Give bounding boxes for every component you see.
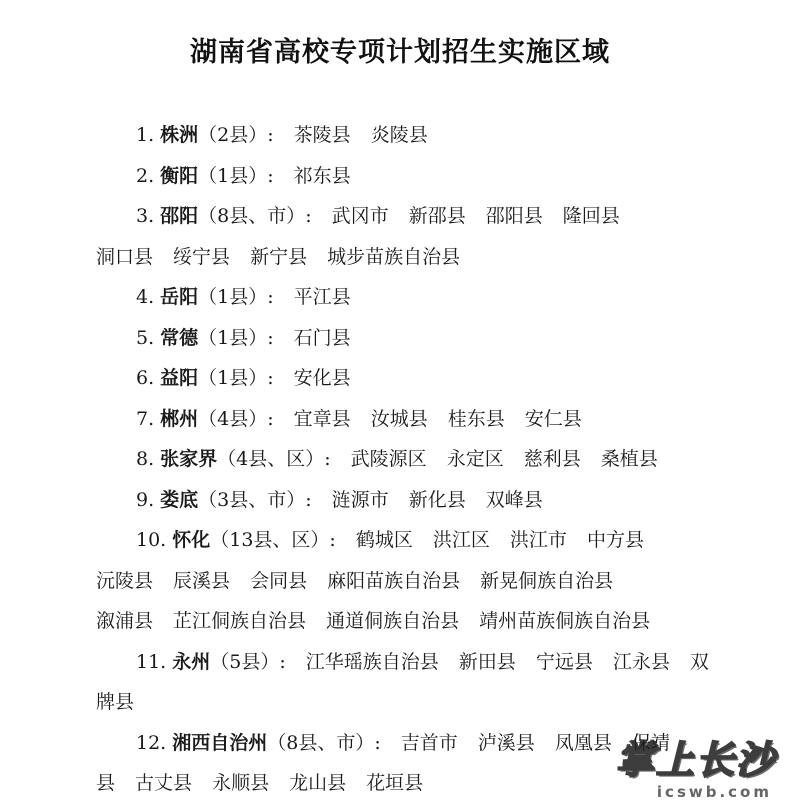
city-name: 衡阳 xyxy=(160,164,199,187)
county-list-text: 洞口县 绥宁县 新宁县 城步苗族自治县 xyxy=(96,245,461,268)
county-list-text: （1县）: 安化县 xyxy=(198,367,351,389)
city-name: 株洲 xyxy=(160,124,199,146)
city-name: 湘西自治州 xyxy=(172,731,268,754)
watermark-logo: 掌上长沙 xyxy=(615,738,776,782)
item-number: 10. xyxy=(136,529,167,551)
item-number: 7. xyxy=(136,407,155,430)
city-name: 常德 xyxy=(160,326,199,349)
county-list-text: （8县、市）: 武冈市 新邵县 邵阳县 隆回县 xyxy=(198,205,620,227)
region-continuation-line xyxy=(96,561,736,602)
county-list-text: （8县、市）: 吉首市 泸溪县 凤凰县 保靖 xyxy=(267,731,670,754)
item-number: 4. xyxy=(136,286,155,308)
item-number: 6. xyxy=(136,367,155,389)
county-list-text: 溆浦县 芷江侗族自治县 通道侗族自治县 靖州苗族侗族自治县 xyxy=(96,610,651,632)
region-item xyxy=(96,439,736,480)
region-item xyxy=(96,399,736,440)
region-continuation-line xyxy=(96,237,736,278)
city-name: 张家界 xyxy=(160,448,218,470)
city-name: 益阳 xyxy=(160,367,199,389)
item-number: 11. xyxy=(136,650,167,673)
item-number: 3. xyxy=(136,205,155,227)
item-number: 2. xyxy=(136,164,155,187)
county-list-text: （4县）: 宜章县 汝城县 桂东县 安仁县 xyxy=(198,407,582,430)
region-item xyxy=(96,642,736,683)
county-list-text: （5县）: 江华瑶族自治县 新田县 宁远县 江永县 双 xyxy=(210,650,709,673)
city-name: 岳阳 xyxy=(160,286,199,308)
county-list-text: （2县）: 茶陵县 炎陵县 xyxy=(198,124,428,146)
county-list-text: （3县、市）: 涟源市 新化县 双峰县 xyxy=(198,488,543,511)
region-item xyxy=(96,196,736,237)
region-item xyxy=(96,358,736,399)
watermark-domain: icswb.com xyxy=(656,783,772,801)
county-list-text: 牌县 xyxy=(96,691,135,713)
document-title: 湖南省高校专项计划招生实施区域 xyxy=(190,37,610,68)
watermark xyxy=(576,729,776,801)
county-list-text: 沅陵县 辰溪县 会同县 麻阳苗族自治县 新晃侗族自治县 xyxy=(96,569,614,592)
county-list-text: （13县、区）: 鹤城区 洪江区 洪江市 中方县 xyxy=(210,529,644,551)
county-list-text: （1县）: 石门县 xyxy=(198,326,351,349)
region-item xyxy=(96,520,736,561)
region-item xyxy=(96,480,736,521)
county-list-text: 县 古丈县 永顺县 龙山县 花垣县 xyxy=(96,772,424,794)
region-item xyxy=(96,156,736,197)
county-list-text: （1县）: 祁东县 xyxy=(198,164,351,187)
item-number: 9. xyxy=(136,488,155,511)
county-list-text: （1县）: 平江县 xyxy=(198,286,351,308)
city-name: 邵阳 xyxy=(160,205,199,227)
region-continuation-line xyxy=(96,601,736,642)
item-number: 5. xyxy=(136,326,155,349)
city-name: 郴州 xyxy=(160,407,199,430)
item-number: 12. xyxy=(136,731,167,754)
region-list xyxy=(96,115,736,804)
city-name: 永州 xyxy=(172,650,211,673)
city-name: 怀化 xyxy=(172,529,211,551)
county-list-text: （4县、区）: 武陵源区 永定区 慈利县 桑植县 xyxy=(217,448,658,470)
region-continuation-line xyxy=(96,682,736,723)
region-item xyxy=(96,115,736,156)
region-item xyxy=(96,318,736,359)
item-number: 8. xyxy=(136,448,155,470)
item-number: 1. xyxy=(136,124,155,146)
region-item xyxy=(96,277,736,318)
city-name: 娄底 xyxy=(160,488,199,511)
